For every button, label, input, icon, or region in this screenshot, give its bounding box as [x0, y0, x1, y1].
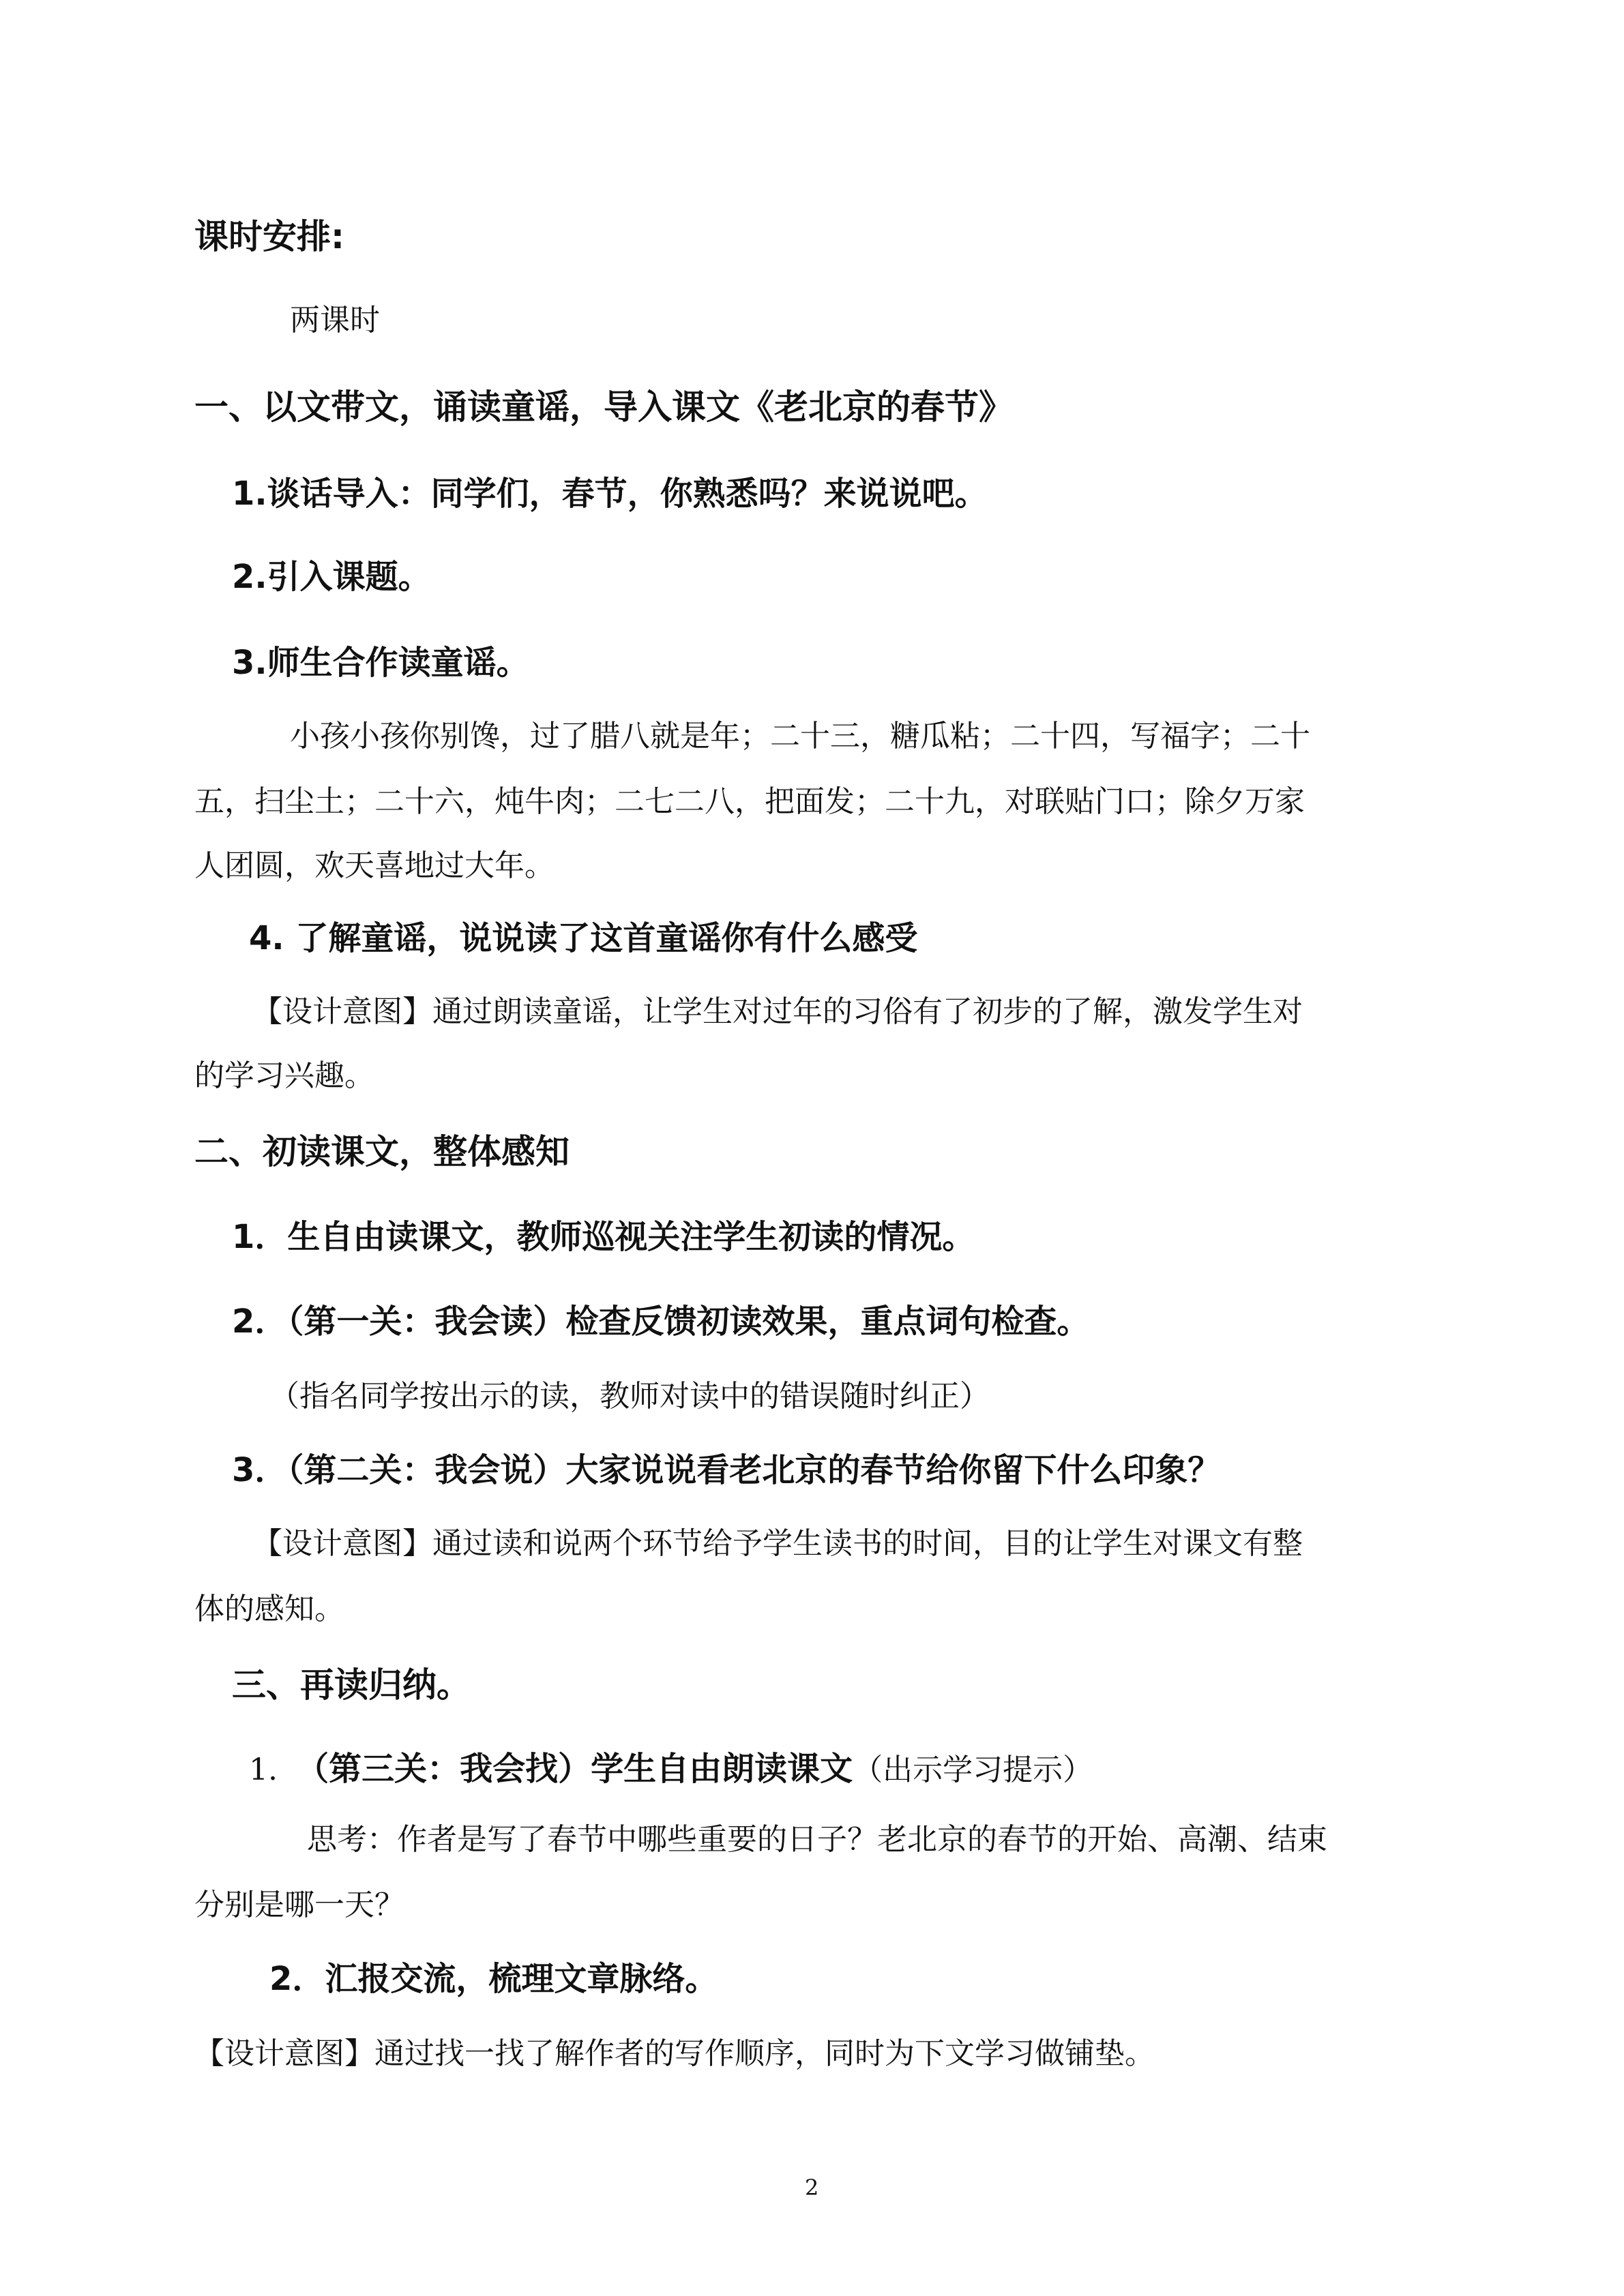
section2-intent-line-1: 【设计意图】通过读和说两个环节给予学生读书的时间，目的让学生对课文有整 — [252, 1526, 1303, 1561]
section3-step1 — [249, 1750, 1093, 1788]
section3-step1-number: 1. — [249, 1753, 278, 1787]
section1-step2: 2.引入课题。 — [232, 558, 431, 596]
section2-intent-line-2: 体的感知。 — [194, 1592, 344, 1626]
section1-title: 一、以文带文，诵读童谣，导入课文《老北京的春节》 — [194, 387, 1013, 427]
rhyme-line-1: 小孩小孩你别馋，过了腊八就是年；二十三，糖瓜粘；二十四，写福字；二十 — [290, 719, 1310, 754]
section1-step1: 1.谈话导入：同学们，春节，你熟悉吗？来说说吧。 — [232, 475, 988, 513]
section2-title: 二、初读课文，整体感知 — [194, 1132, 570, 1172]
section1-intent-line-2: 的学习兴趣。 — [194, 1058, 374, 1093]
schedule-value: 两课时 — [290, 303, 380, 338]
rhyme-line-2: 五，扫尘土；二十六，炖牛肉；二七二八，把面发；二十九，对联贴门口；除夕万家 — [194, 784, 1305, 819]
section3-step1-normal: （出示学习提示） — [853, 1753, 1093, 1787]
section3-title: 三、再读归纳。 — [232, 1665, 471, 1705]
section2-step3: 3．（第二关：我会说）大家说说看老北京的春节给你留下什么印象？ — [232, 1451, 1221, 1489]
section2-step2: 2．（第一关：我会读）检查反馈初读效果，重点词句检查。 — [232, 1302, 1090, 1341]
section1-intent-line-1: 【设计意图】通过朗读童谣，让学生对过年的习俗有了初步的了解，激发学生对 — [252, 994, 1303, 1029]
section1-step3: 3.师生合作读童谣。 — [232, 644, 529, 682]
page-number: 2 — [805, 2175, 819, 2201]
section1-step4: 4. 了解童谣，说说读了这首童谣你有什么感受 — [249, 919, 918, 957]
section3-intent: 【设计意图】通过找一找了解作者的写作顺序，同时为下文学习做铺垫。 — [194, 2036, 1155, 2071]
rhyme-line-3: 人团圆，欢天喜地过大年。 — [194, 848, 555, 883]
section3-think-line-2: 分别是哪一天？ — [194, 1888, 404, 1922]
schedule-heading: 课时安排: — [194, 217, 344, 256]
section2-step2-note: （指名同学按出示的读，教师对读中的错误随时纠正） — [269, 1379, 990, 1414]
section3-step1-bold: （第三关：我会找）学生自由朗读课文 — [296, 1750, 853, 1788]
section2-step1: 1．生自由读课文，教师巡视关注学生初读的情况。 — [232, 1218, 975, 1256]
section3-step2: 2．汇报交流，梳理文章脉络。 — [269, 1960, 718, 1998]
section3-think-line-1: 思考：作者是写了春节中哪些重要的日子？老北京的春节的开始、高潮、结束 — [307, 1822, 1327, 1857]
